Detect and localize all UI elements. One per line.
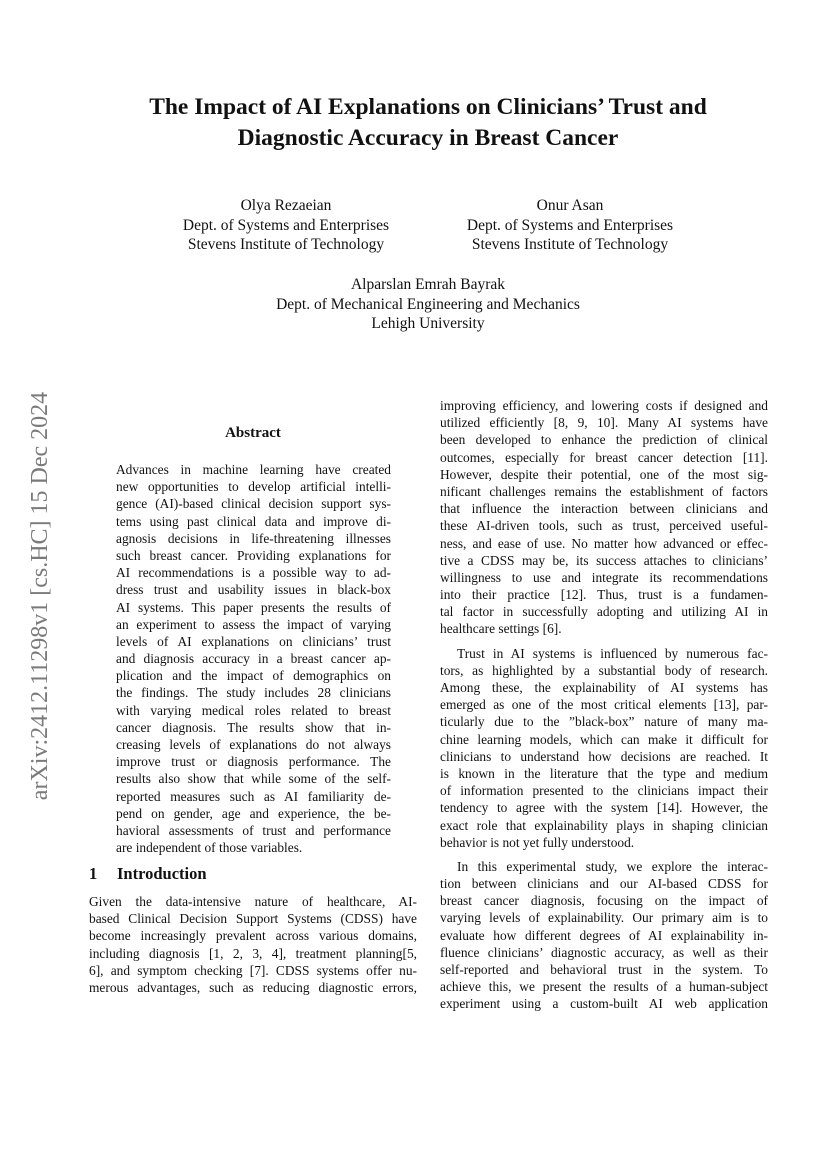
text-line: improve trust or diagnosis performance. The — [116, 754, 391, 770]
text-line: become increasingly prevalent across various domains, — [89, 928, 417, 944]
paper-title — [60, 92, 796, 154]
paragraph-gap — [440, 851, 768, 858]
text-line: with varying medical roles related to breast — [116, 702, 391, 718]
text-line: healthcare settings [6]. — [440, 621, 562, 637]
text-line: Advances in machine learning have created — [116, 462, 391, 477]
text-line: results also show that while some of the self- — [116, 771, 391, 787]
text-line: pend on gender, age and experience, the be- — [116, 805, 391, 821]
text-line: ticularly due to the ”black-box” nature of many ma- — [440, 714, 768, 730]
title-line: The Impact of AI Explanations on Clinicians’ Trust and — [149, 94, 707, 120]
text-line: these AI-driven tools, such as trust, perceived useful- — [440, 518, 768, 534]
text-line: AI recommendations is a possible way to ad- — [116, 565, 391, 581]
section-title: Introduction — [117, 864, 207, 883]
text-line: plication and the impact of demographics on — [116, 668, 391, 684]
text-line: self-reported and behavioral trust in the system. To — [440, 962, 768, 977]
text-line: experiment using a custom-built AI web application — [440, 996, 768, 1012]
text-line: tive a CDSS may be, its success attaches to clinicians’ — [440, 552, 768, 568]
author-institution: Stevens Institute of Technology — [471, 236, 669, 253]
text-line: Trust in AI systems is influenced by numerous fac- — [457, 645, 768, 661]
paragraph-gap — [440, 638, 768, 645]
paragraph — [440, 397, 768, 638]
text-line: an experiment to assess the impact of varying — [116, 616, 391, 632]
text-line: utilized efficiently [8, 9, 10]. Many AI systems have — [440, 415, 768, 431]
text-line: Among these, the explainability of AI systems has — [440, 680, 768, 695]
text-line: dress trust and usability issues in black-box — [116, 582, 391, 598]
text-line: agnosis decisions in life-threatening illnesses — [116, 530, 391, 546]
paragraph — [440, 645, 768, 851]
introduction-body-left — [89, 893, 417, 996]
text-line: In this experimental study, we explore the interac- — [457, 858, 768, 874]
title-line: Diagnostic Accuracy in Breast Cancer — [237, 125, 619, 151]
text-line: varying levels of explainability. Our primary aim is to — [440, 910, 768, 926]
text-line: exact role that explainability plays in shaping clinician — [440, 817, 768, 833]
text-line: and diagnosis accuracy in a breast cancer ap- — [116, 651, 391, 667]
text-line: the findings. The study includes 28 clinicians — [116, 685, 391, 701]
author-name: Olya Rezaeian — [240, 197, 332, 214]
text-line: achieve this, we present the results of a human-subject — [440, 979, 768, 995]
text-line: Given the data-intensive nature of healthcare, AI- — [89, 894, 417, 909]
text-line: tion between clinicians and our AI-based CDSS for — [440, 876, 768, 892]
right-column-body — [440, 397, 768, 1013]
section-heading-introduction — [89, 864, 207, 884]
text-line: emerged as one of the most critical elements [13], par- — [440, 697, 768, 713]
text-line: fluence clinicians’ diagnostic accuracy, as well as their — [440, 944, 768, 960]
text-line: is known in the literature that the type and medium — [440, 765, 768, 781]
text-line: 6], and symptom checking [7]. CDSS systems offer nu- — [89, 962, 417, 978]
paragraph — [440, 858, 768, 1013]
text-line: new opportunities to develop artificial intelli- — [116, 479, 391, 495]
text-line: gence (AI)-based clinical decision support sys- — [116, 496, 391, 512]
abstract-body — [116, 461, 391, 856]
text-line: ness, and ease of use. No matter how advanced or effec- — [440, 535, 768, 551]
text-line: such breast cancer. Providing explanations for — [116, 547, 391, 563]
author-department: Dept. of Systems and Enterprises — [182, 216, 390, 234]
text-line: that influence the interaction between clinicians and — [440, 501, 768, 517]
text-line: willingness to use and integrate its recommendations — [440, 569, 768, 585]
text-line: nificant challenges remains the establishment of factors — [440, 483, 768, 499]
author-department: Dept. of Systems and Enterprises — [466, 216, 674, 234]
text-line: havioral assessments of trust and performance — [116, 822, 391, 838]
text-line: reported measures such as AI familiarity de- — [116, 788, 391, 804]
text-line: creasing levels of explanations do not always — [116, 737, 391, 752]
text-line: chine learning models, which can make it difficult for — [440, 731, 768, 747]
author-institution: Stevens Institute of Technology — [187, 236, 385, 253]
text-line: behavior is not yet fully understood. — [440, 834, 635, 850]
text-line: AI systems. This paper presents the results of — [116, 599, 391, 615]
text-line: merous advantages, such as reducing diagnostic errors, — [89, 979, 417, 995]
author-block-1 — [150, 196, 422, 255]
text-line: cancer diagnosis. The results show that in- — [116, 719, 391, 735]
author-block-3 — [228, 275, 628, 334]
author-institution: Lehigh University — [371, 315, 485, 332]
text-line: been developed to enhance the prediction of clinical — [440, 432, 768, 448]
section-number: 1 — [89, 864, 98, 883]
abstract-heading: Abstract — [225, 425, 281, 441]
author-name: Onur Asan — [536, 197, 604, 214]
text-line: into their practice [12]. Thus, trust is a fundamen- — [440, 587, 768, 603]
text-line: levels of AI explanations on clinicians’ trust — [116, 633, 391, 649]
text-line: of information presented to the clinicians impact their — [440, 783, 768, 799]
author-name: Alparslan Emrah Bayrak — [350, 276, 506, 293]
text-line: tors, as highlighted by a substantial body of research. — [440, 662, 768, 678]
text-line: tendency to agree with the system [14]. However, the — [440, 800, 768, 816]
author-department: Dept. of Mechanical Engineering and Mechanics — [276, 295, 580, 313]
text-line: including diagnosis [1, 2, 3, 4], treatment planning[5, — [89, 945, 417, 961]
text-line: improving efficiency, and lowering costs if designed and — [440, 398, 768, 413]
text-line: based Clinical Decision Support Systems (CDSS) have — [89, 911, 417, 927]
text-line: clinicians to understand how decisions are reached. It — [440, 748, 768, 764]
text-line: breast cancer diagnosis, focusing on the impact of — [440, 893, 768, 909]
text-line: evaluate how different degrees of AI explainability in- — [440, 927, 768, 943]
author-block-2 — [434, 196, 706, 255]
text-line: tal factor in successfully adopting and utilizing AI in — [440, 604, 768, 620]
text-line: However, despite their potential, one of the most sig- — [440, 466, 768, 482]
text-line: are independent of those variables. — [116, 840, 303, 856]
text-line: tems using past clinical data and improve di- — [116, 513, 391, 529]
text-line: outcomes, especially for breast cancer detection [11]. — [440, 449, 768, 465]
arxiv-identifier-stamp: arXiv:2412.11298v1 [cs.HC] 15 Dec 2024 — [27, 391, 53, 801]
